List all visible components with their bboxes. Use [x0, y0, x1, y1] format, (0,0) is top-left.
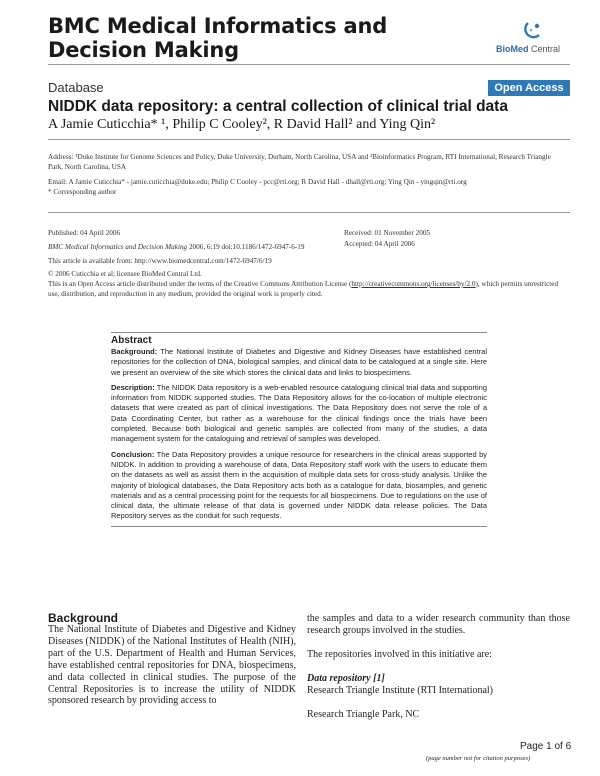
- header-divider: [48, 64, 570, 65]
- body-column-left: The National Institute of Diabetes and Digestive and Kidney Diseases (NIDDK) of the National Institutes of Health (NIH), part of the U.S. Department of Health and Human Services, have established central repositories for DNA, biospecimens, and data collected in clinical studies. The purpose of the Central Repositories is to increase the utility of NIDDK sponsored research by providing access to: [48, 624, 296, 707]
- info-divider: [48, 212, 570, 213]
- citation-journal: BMC Medical Informatics and Decision Making: [48, 243, 188, 251]
- background-heading: Background: [48, 611, 119, 625]
- abstract-conclusion: [111, 450, 487, 522]
- license-link[interactable]: http://creativecommons.org/licenses/by/2.0: [351, 280, 476, 288]
- abstract-description: [111, 383, 487, 445]
- body-paragraph: the samples and data to a wider research community than those research groups involved in the studies.: [307, 613, 570, 636]
- repository-heading: Data repository [1]: [307, 672, 385, 684]
- repository-line: Research Triangle Institute (RTI International): [307, 684, 494, 696]
- citation: [48, 242, 304, 252]
- abstract-background-text: The National Institute of Diabetes and Digestive and Kidney Diseases have established central repositories for the collection of DNA, biological samples, and clinical data to be catalogued at a single site. Here we present an overview of the site which stores the clinical data and links to biospecimens.: [111, 347, 487, 377]
- article-title: NIDDK data repository: a central collection of clinical trial data: [48, 98, 508, 115]
- abstract-conclusion-label: Conclusion:: [111, 449, 155, 459]
- journal-title: [48, 14, 387, 62]
- repository-line: Research Triangle Park, NC: [307, 708, 420, 720]
- biomed-central-logo[interactable]: [496, 20, 570, 56]
- abstract-conclusion-text: The Data Repository provides a unique resource for researchers in the clinical areas supported by NIDDK. In addition to providing a warehouse of data, Data Repository staff work with the users to educate them on the datasets as well as assist them in the acquisition of multiple data sets for cross-study analysis. Unlike the majority of biological databases, the Data Repository acts both as a catalogue for data, biosamples, and genetic materials and as a central processing point for the requests for all biospecimens. Due to regulations on the use of clinical data, the ultimate release of that data is governed under NIDDK data release policies. The Data Repository serves as the conduit for such requests.: [111, 449, 487, 521]
- license-post: ), which permits unrestricted use, distribution, and reproduction in any medium, provided the original work is properly cited.: [48, 280, 559, 298]
- author-emails[interactable]: Email: A Jamie Cuticchia* - jamie.cuticchia@duke.edu; Philip C Cooley - pcc@rti.org; R David Hall - dhall@rti.org; Ying Qin - yingqin@rti.org: [48, 178, 467, 186]
- logo-brand: BioMed: [496, 44, 529, 54]
- article-authors: A Jamie Cuticchia* ¹, Philip C Cooley², R David Hall² and Ying Qin²: [48, 117, 436, 132]
- abstract-background-label: Background:: [111, 347, 158, 356]
- copyright: © 2006 Cuticchia et al; licensee BioMed Central Ltd.: [48, 270, 202, 278]
- abstract-background: [111, 347, 487, 378]
- body-column-right: [307, 613, 570, 720]
- article-url[interactable]: This article is available from: http://www.biomedcentral.com/1472-6947/6/19: [48, 257, 272, 265]
- page-number-note: (page number not for citation purposes): [426, 755, 531, 762]
- body-paragraph: The repositories involved in this initiative are:: [307, 648, 492, 660]
- article-section: Database: [48, 80, 104, 95]
- accepted-date: Accepted: 04 April 2006: [344, 240, 415, 248]
- received-date: Received: 01 November 2005: [344, 229, 431, 237]
- published-date: Published: 04 April 2006: [48, 229, 121, 237]
- authors-divider: [48, 139, 570, 140]
- license-pre: This is an Open Access article distributed under the terms of the Creative Commons Attribution License (: [48, 280, 352, 288]
- biomed-logo-icon: [522, 20, 544, 40]
- license-statement: [48, 279, 568, 299]
- citation-details: 2006, 6:19 doi:10.1186/1472-6947-6-19: [187, 243, 305, 251]
- abstract-description-text: The NIDDK Data repository is a web-enabled resource cataloguing clinical trial data and supporting information from NIDDK supported studies. The Data Repository allows for the co-location of multiple electronic datasets that were created as part of clinical investigations. The Data Repository does not serve the role of a Data Coordinating Center, but rather as a warehouse for the clinical findings once the trials have been completed. Because both biological and genetic samples are collected from many of the studies, a data management system for the cataloguing and retrieval of samples was developed.: [111, 382, 487, 444]
- logo-text: [496, 44, 560, 54]
- author-address: Address: ¹Duke Institute for Genome Sciences and Policy, Duke University, Durham, North Carolina, USA and ²Bioinformatics Program, RTI International, Research Triangle Park, North Carolina, USA: [48, 153, 551, 171]
- abstract-box: [111, 332, 487, 527]
- page-number: Page 1 of 6: [520, 741, 572, 752]
- journal-title-line2: Decision Making: [48, 38, 239, 62]
- corresponding-author-note: * Corresponding author: [48, 188, 117, 196]
- abstract-heading: Abstract: [111, 335, 152, 346]
- journal-title-line1: BMC Medical Informatics and: [48, 14, 388, 38]
- logo-suffix: Central: [528, 44, 561, 54]
- open-access-badge: Open Access: [488, 80, 570, 96]
- abstract-description-label: Description:: [111, 382, 155, 392]
